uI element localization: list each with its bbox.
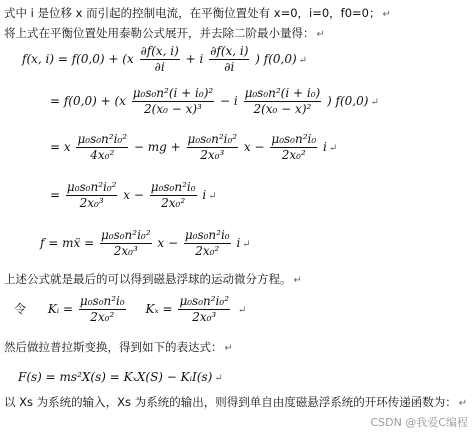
denominator: ∂i [154,60,165,74]
denominator: 2(x₀ − x)³ [144,102,202,116]
equation-6 [14,294,246,325]
return-mark: ↵ [316,29,325,40]
numerator: μ₀s₀n²i₀ [150,180,196,194]
equation-2-mid: − i [220,94,238,108]
denominator: 2x₀³ [79,196,104,210]
paragraph-laplace [4,340,233,356]
equation-4-lhs: = [50,188,61,202]
numerator: μ₀s₀n²i₀² [179,294,230,308]
fraction [209,44,249,75]
csdn-watermark: CSDN @我爱C编程 [370,416,468,429]
fraction [150,180,197,211]
return-mark: ↵ [242,239,251,250]
paragraph-intro [4,6,391,22]
denominator: 2(x₀ − x)² [253,102,312,116]
equation-5-lhs: f = mẍ = [40,236,95,250]
numerator: μ₀s₀n²i₀ [79,294,125,308]
paragraph-transfer [4,395,467,411]
equation-6-prefix: 令 [14,302,27,316]
numerator: μ₀s₀n²i₀ [271,132,317,146]
equation-3-rhs: i [322,140,327,154]
denominator: 2x₀² [161,196,186,210]
equation-3-lhs: = x [50,140,71,154]
equation-2-lhs: = f(0,0) + (x [50,94,126,108]
fraction [140,44,180,75]
numerator: μ₀s₀n²i₀² [187,132,238,146]
return-mark: ↵ [237,305,247,316]
numerator: μ₀s₀n²i₀ [184,228,230,242]
denominator: 2x₀³ [200,148,225,162]
equation-3-mid: − mg + [133,140,181,154]
paragraph-taylor-text: 将上式在平衡位置处用泰勒公式展开，并去除二阶最小量得： [4,26,315,40]
equation-6-ki-label: Kᵢ = [47,302,74,316]
fraction [100,228,152,259]
equation-4-rhs: i [202,188,207,202]
return-mark: ↵ [224,343,233,354]
denominator: 2x₀³ [113,244,138,258]
denominator: 2x₀² [90,310,115,324]
equation-1-rhs: ) f(0,0) [255,52,297,66]
equation-7-text: F(s) = ms²X(s) = KₓX(S) − KᵢI(s) [18,370,213,384]
equation-5 [40,228,251,259]
equation-5-rhs: i [236,236,241,250]
paragraph-motion [4,272,302,288]
numerator: μ₀s₀n²i₀² [77,132,128,146]
denominator: 2x₀² [195,244,220,258]
return-mark: ↵ [382,9,391,20]
equation-7 [18,370,223,386]
numerator: ∂f(x, i) [210,44,249,58]
numerator: μ₀s₀n²(i + i₀) [244,86,321,100]
denominator: 2x₀² [281,148,306,162]
denominator: ∂i [224,60,235,74]
fraction [187,132,239,163]
denominator: 2x₀³ [192,310,217,324]
equation-2-rhs: ) f(0,0) [327,94,369,108]
numerator: μ₀s₀n²(i + i₀)² [132,86,214,100]
equation-4 [50,180,217,211]
fraction [270,132,317,163]
numerator: ∂f(x, i) [140,44,179,58]
fraction [66,180,118,211]
fraction [76,132,128,163]
fraction [132,86,214,117]
numerator: μ₀s₀n²i₀² [66,180,117,194]
fraction [184,228,231,259]
return-mark: ↵ [328,143,338,154]
paragraph-transfer-text: 以 Xs 为系统的输入，Xs 为系统的输出，则得到单自由度磁悬浮系统的开环传递函数为： [4,395,457,409]
return-mark: ↵ [458,398,468,409]
paragraph-motion-text: 上述公式就是最后的可以得到磁悬浮球的运动微分方程。 [4,272,292,286]
paragraph-laplace-text: 然后做拉普拉斯变换，得到如下的表达式： [4,340,223,354]
return-mark: ↵ [370,97,379,108]
equation-1 [22,44,307,75]
equation-5-mid: x − [157,236,179,250]
return-mark: ↵ [293,275,302,286]
numerator: μ₀s₀n²i₀² [100,228,151,242]
fraction [244,86,322,117]
equation-2 [50,86,379,117]
equation-1-mid: + i [185,52,204,66]
equation-3-mid2: x − [243,140,265,154]
return-mark: ↵ [214,373,223,384]
return-mark: ↵ [298,55,308,66]
return-mark: ↵ [208,191,217,202]
equation-4-mid: x − [123,188,144,202]
fraction [79,294,126,325]
paragraph-intro-text: 式中 i 是位移 x 而引起的控制电流，在平衡位置处有 x=0，i=0，f0=0； [4,6,381,20]
paragraph-taylor [4,26,325,42]
equation-3 [50,132,337,163]
equation-6-kx-label: Kₓ = [145,302,173,316]
fraction [178,294,230,325]
denominator: 4x₀² [90,148,115,162]
equation-1-lhs: f(x, i) = f(0,0) + (x [22,52,134,66]
